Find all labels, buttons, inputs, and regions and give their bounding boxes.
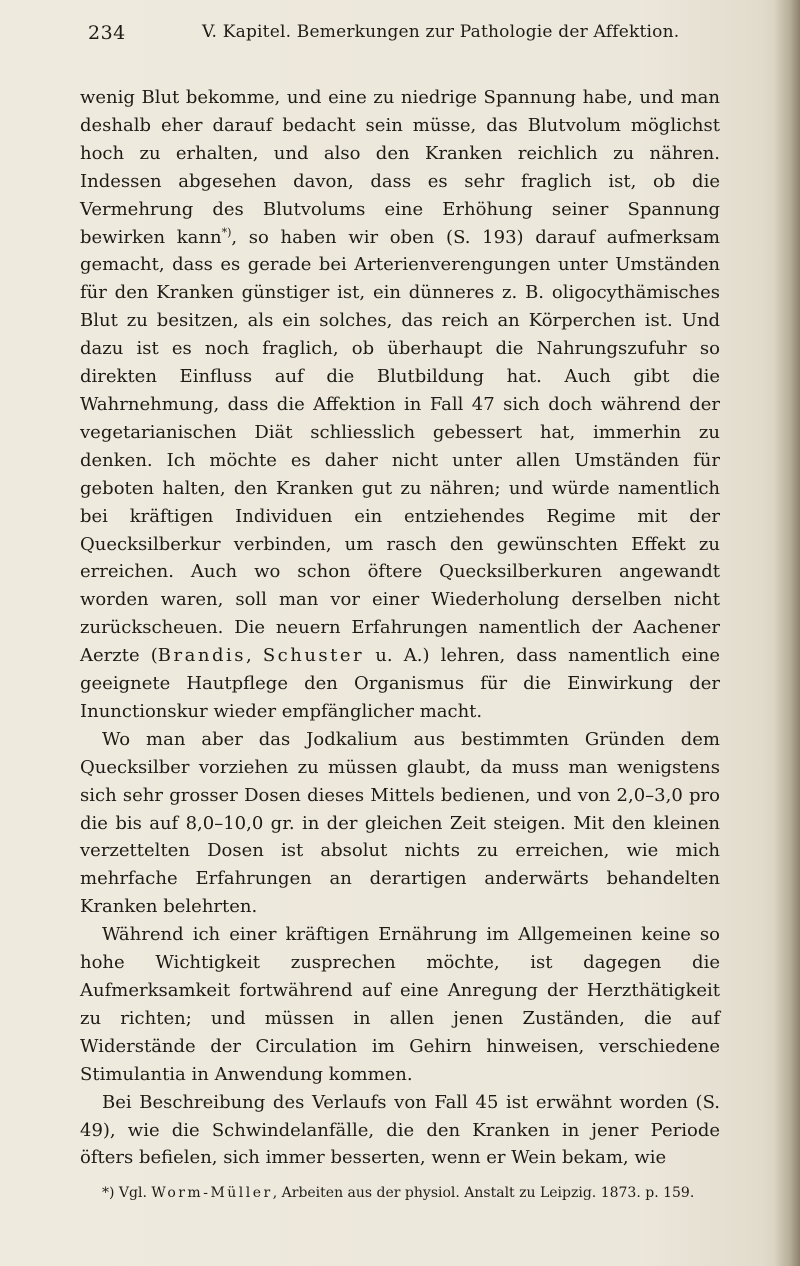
author-name-brandis: Brandis: [157, 645, 246, 667]
body-text: [80, 84, 720, 1172]
footnote-marker: *) Vgl.: [102, 1185, 152, 1201]
footnote-text: [80, 1183, 720, 1203]
paragraph-2: Wo man aber das Jodkalium aus bestimmten Gründen dem Quecksilber vorziehen zu müssen glaubt, da muss man wenigstens sich sehr grosser Dosen dieses Mittels bedienen, und von 2,0–3,0 pro die bis auf 8,0–10,0 gr. in der gleichen Zeit steigen. Mit den kleinen verzettelten Dosen ist absolut nichts zu erreichen, wie mich mehrfache Erfahrungen an derartigen anderwärts behandelten Kranken belehrten.: [80, 728, 720, 918]
footnote-author: Worm-Müller: [151, 1185, 273, 1201]
footnote-citation: , Arbeiten aus der physiol. Anstalt zu Leipzig. 1873. p. 159.: [272, 1185, 695, 1201]
page-header: [88, 22, 708, 52]
running-head: V. Kapitel. Bemerkungen zur Pathologie der Affektion.: [202, 22, 680, 42]
paragraph-1-part-d: u. A.) lehren, dass namentlich eine geeignete Hautpflege den Organismus für die Einwirkung der Inunctionskur wieder empfänglicher macht.: [80, 645, 720, 722]
paragraph-1: [80, 84, 720, 726]
paragraph-1-part-a: wenig Blut bekomme, und eine zu niedrige Spannung habe, und man deshalb eher darauf bedacht sein müsse, das Blutvolum möglichst hoch zu erhalten, und also den Kranken reichlich zu nähren. Indessen abgesehen davon, dass es sehr fraglich ist, ob die Vermehrung des Blutvolums eine Erhöhung seiner Spannung bewirken kann: [80, 87, 720, 248]
paragraph-3: Während ich einer kräftigen Ernährung im Allgemeinen keine so hohe Wichtigkeit zusprechen möchte, ist dagegen die Aufmerksamkeit fortwährend auf eine Anregung der Herzthätigkeit zu richten; und müssen in allen jenen Zuständen, die auf Widerstände der Circulation im Gehirn hinweisen, verschiedene Stimulantia in Anwendung kommen.: [80, 924, 720, 1085]
footnote-reference: *): [221, 225, 232, 239]
footnote: [80, 1183, 720, 1203]
page-number: 234: [88, 22, 126, 44]
author-name-schuster: Schuster: [262, 645, 365, 667]
paragraph-4: Bei Beschreibung des Verlaufs von Fall 45 ist erwähnt worden (S. 49), wie die Schwindelanfälle, die den Kranken in jener Periode öfters befielen, sich immer besserten, wenn er Wein bekam, wie: [80, 1091, 720, 1169]
page-edge-shadow: [774, 0, 800, 1266]
paragraph-1-part-b: , so haben wir oben (S. 193) darauf aufmerksam gemacht, dass es gerade bei Arterienverengungen unter Umständen für den Kranken günstiger ist, ein dünneres z. B. oligocythämisches Blut zu besitzen, als ein solches, das reich an Körperchen ist. Und dazu ist es noch fraglich, ob überhaupt die Nahrungszufuhr so direkten Einfluss auf die Blutbildung hat. Auch gibt die Wahrnehmung, dass die Affektion in Fall 47 sich doch während der vegetarianischen Diät schliesslich gebessert hat, immerhin zu denken. Ich möchte es daher nicht unter allen Umständen für geboten halten, den Kranken gut zu nähren; und würde namentlich bei kräftigen Individuen ein entziehendes Regime mit der Quecksilberkur verbinden, um rasch den gewünschten Effekt zu erreichen. Auch wo schon öftere Quecksilberkuren angewandt worden waren, soll man vor einer Wiederholung derselben nicht zurückscheuen. Die neuern Erfahrungen namentlich der Aachener Aerzte (: [80, 226, 720, 667]
separator-text: ,: [245, 645, 263, 667]
